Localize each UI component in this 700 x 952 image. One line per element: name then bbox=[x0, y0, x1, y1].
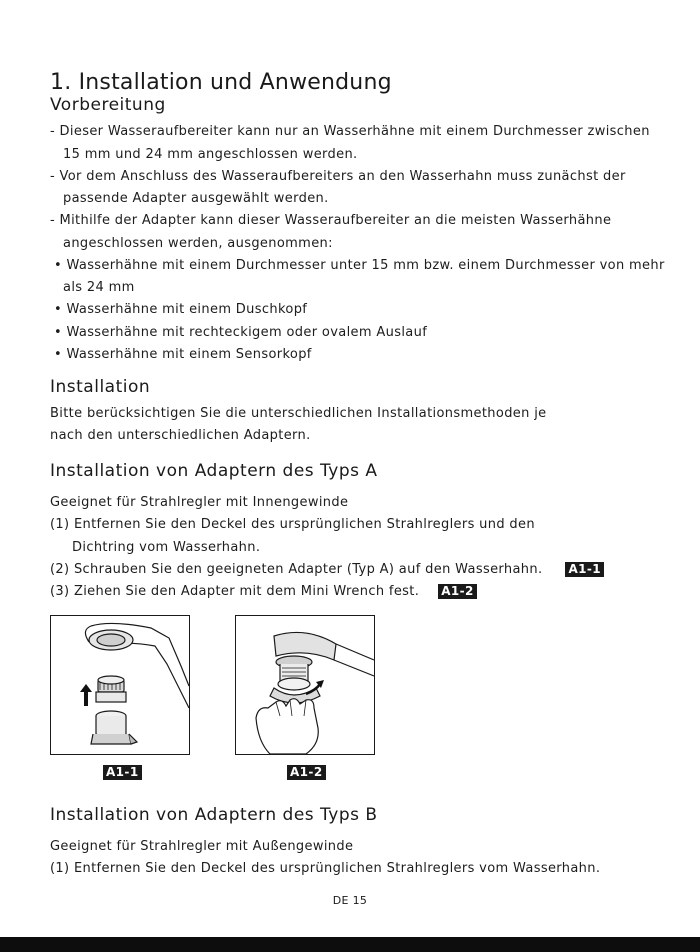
install-line: nach den unterschiedlichen Adaptern. bbox=[50, 428, 311, 443]
prep-line: - Dieser Wasseraufbereiter kann nur an Wasserhähne mit einem Durchmesser zwischen bbox=[50, 124, 650, 139]
heading-type-b: Installation von Adaptern des Typs B bbox=[50, 805, 378, 825]
type-a-line bbox=[50, 584, 477, 599]
prep-line: - Vor dem Anschluss des Wasseraufbereiters an den Wasserhahn muss zunächst der bbox=[50, 169, 626, 184]
install-line: Bitte berücksichtigen Sie die unterschiedlichen Installationsmethoden je bbox=[50, 406, 547, 421]
type-a-step3-text: (3) Ziehen Sie den Adapter mit dem Mini Wrench fest. bbox=[50, 584, 420, 599]
type-a-line: Dichtring vom Wasserhahn. bbox=[72, 540, 261, 555]
heading-type-a: Installation von Adaptern des Typs A bbox=[50, 461, 378, 481]
type-a-line: Geeignet für Strahlregler mit Innengewinde bbox=[50, 495, 349, 510]
faucet-tighten-illustration bbox=[236, 616, 374, 754]
figure-label-text: A1-1 bbox=[103, 765, 142, 780]
prep-line: angeschlossen werden, ausgenommen: bbox=[63, 236, 333, 251]
badge-a1-1: A1-1 bbox=[565, 562, 604, 577]
figure-label-a1-2 bbox=[287, 761, 326, 780]
faucet-unscrew-illustration bbox=[51, 616, 189, 754]
type-a-step2-text: (2) Schrauben Sie den geeigneten Adapter (Typ A) auf den Wasserhahn. bbox=[50, 562, 543, 577]
prep-line: als 24 mm bbox=[63, 280, 135, 295]
type-a-line: (1) Entfernen Sie den Deckel des ursprünglichen Strahlreglers und den bbox=[50, 517, 535, 532]
prep-bullet: • Wasserhähne mit rechteckigem oder ovalem Auslauf bbox=[54, 325, 428, 340]
figure-label-a1-1 bbox=[103, 761, 142, 780]
type-b-line: (1) Entfernen Sie den Deckel des ursprünglichen Strahlreglers vom Wasserhahn. bbox=[50, 861, 601, 876]
heading-installation: Installation bbox=[50, 377, 151, 397]
type-a-line bbox=[50, 562, 604, 577]
figure-a1-2 bbox=[235, 615, 375, 755]
badge-a1-2: A1-2 bbox=[438, 584, 477, 599]
figure-label-text: A1-2 bbox=[287, 765, 326, 780]
bottom-bar bbox=[0, 937, 700, 952]
prep-line: 15 mm und 24 mm angeschlossen werden. bbox=[63, 147, 358, 162]
page-title: 1. Installation und Anwendung bbox=[50, 69, 392, 95]
prep-bullet: • Wasserhähne mit einem Sensorkopf bbox=[54, 347, 312, 362]
heading-vorbereitung: Vorbereitung bbox=[50, 95, 166, 115]
prep-line: passende Adapter ausgewählt werden. bbox=[63, 191, 329, 206]
up-arrow-icon bbox=[80, 684, 92, 706]
figure-a1-1 bbox=[50, 615, 190, 755]
prep-line: - Mithilfe der Adapter kann dieser Wasseraufbereiter an die meisten Wasserhähne bbox=[50, 213, 612, 228]
page-footer: DE 15 bbox=[332, 894, 368, 907]
prep-bullet: • Wasserhähne mit einem Durchmesser unter 15 mm bzw. einem Durchmesser von mehr bbox=[54, 258, 665, 273]
prep-bullet: • Wasserhähne mit einem Duschkopf bbox=[54, 302, 308, 317]
type-b-line: Geeignet für Strahlregler mit Außengewinde bbox=[50, 839, 354, 854]
